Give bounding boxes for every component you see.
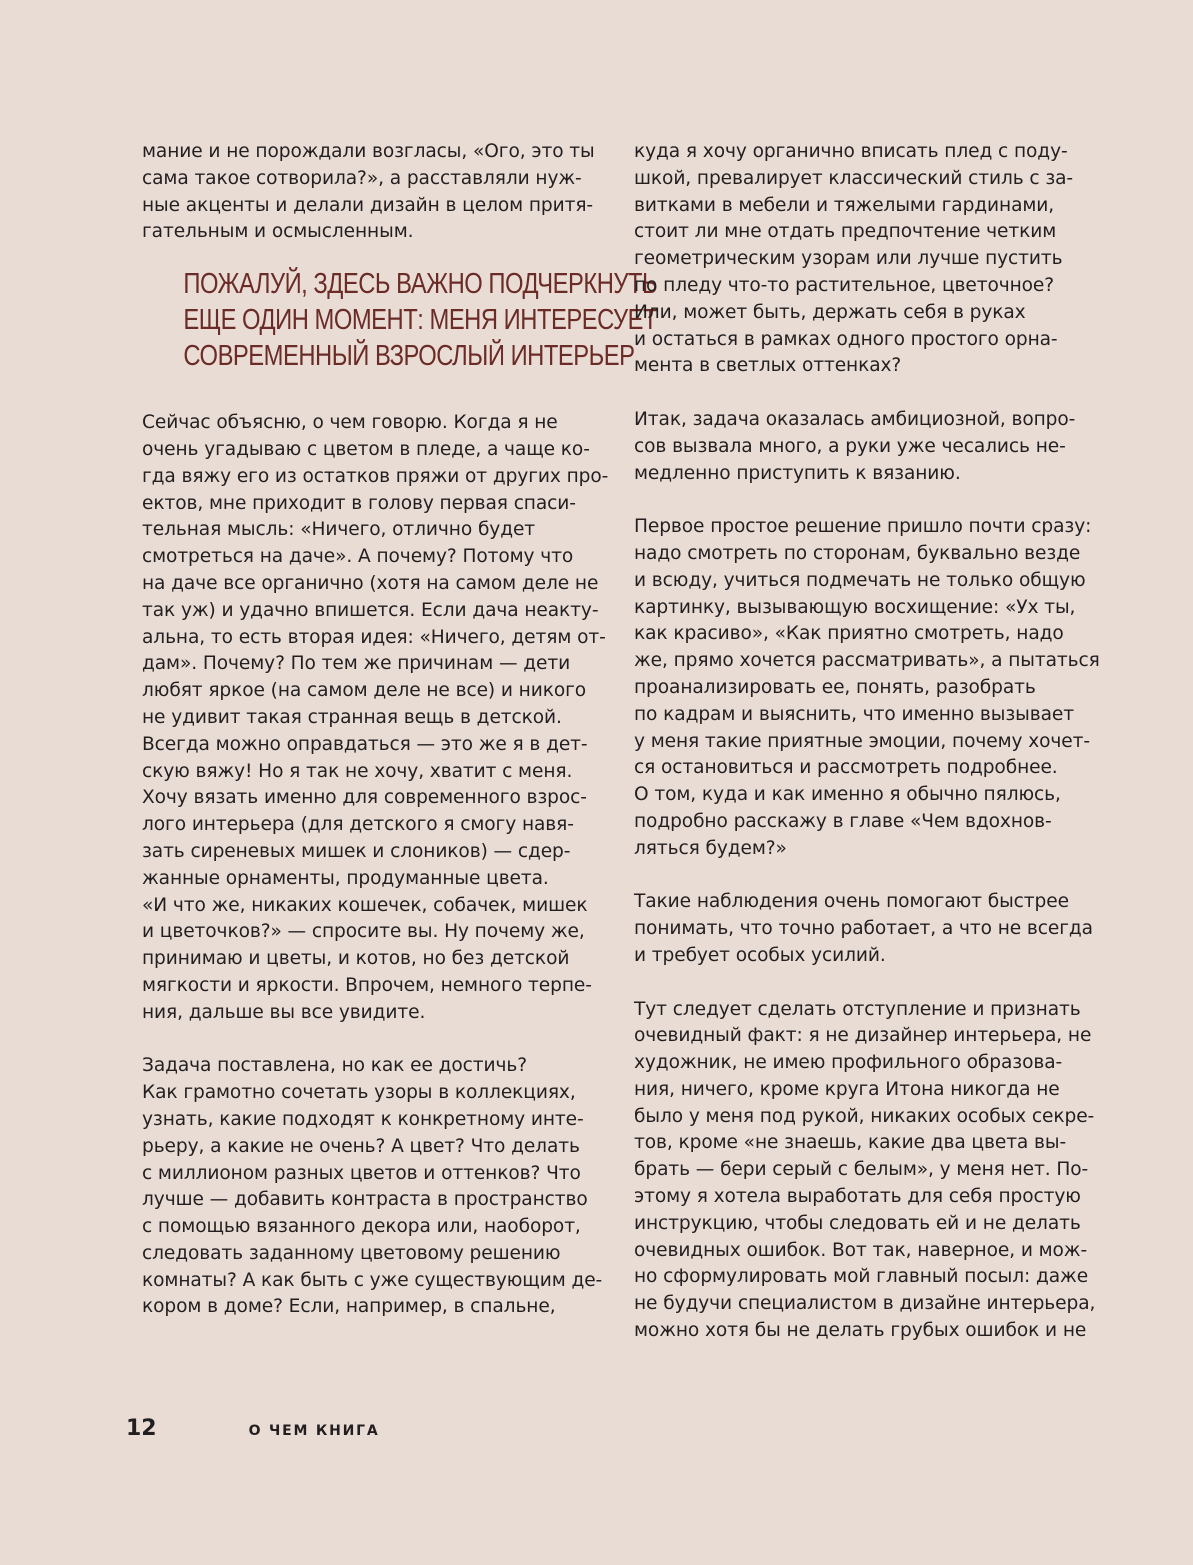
text-line: лого интерьера (для детского я смогу навя- [142, 814, 574, 836]
text-line: и всюду, учиться подмечать не только общую [634, 569, 1086, 591]
text-line: сов вызвала много, а руки уже чесались не- [634, 435, 1066, 457]
text-line: узнать, какие подходят к конкретному инте- [142, 1108, 584, 1130]
text-line: комнаты? А как быть с уже существующим де- [142, 1269, 603, 1291]
paragraph-gap [634, 487, 1104, 514]
page-number: 12 [126, 1416, 157, 1441]
text-line: «И что же, никаких кошечек, собачек, мишек [142, 894, 588, 916]
text-line: с миллионом разных цветов и оттенков? Что [142, 1162, 581, 1184]
text-line: ектов, мне приходит в голову первая спаси- [142, 492, 576, 514]
text-line: дам». Почему? По тем же причинам — дети [142, 653, 571, 675]
text-line: медленно приступить к вязанию. [634, 462, 961, 484]
text-line: и цветочков?» — спросите вы. Ну почему же, [142, 921, 585, 943]
text-line: Всегда можно оправдаться — это же я в дет- [142, 733, 588, 755]
paragraph [634, 139, 1104, 380]
text-line: Задача поставлена, но как ее достичь? [142, 1055, 527, 1077]
text-line: мание и не порождали возгласы, «Ого, это ты [142, 141, 595, 162]
paragraph [142, 1053, 602, 1321]
paragraph [142, 410, 609, 1026]
text-line: Хочу вязать именно для современного взрос- [142, 787, 587, 809]
text-line: очевидный факт: я не дизайнер интерьера, не [634, 1025, 1092, 1047]
text-line: Как грамотно сочетать узоры в коллекциях, [142, 1082, 576, 1104]
text-line: по пледу что-то растительное, цветочное? [634, 274, 1055, 296]
headline-line: ПОЖАЛУЙ, ЗДЕСЬ ВАЖНО ПОДЧЕРКНУТЬ [183, 268, 658, 301]
text-line: было у меня под рукой, никаких особых секре- [634, 1105, 1095, 1127]
text-line: и требует особых усилий. [634, 944, 886, 966]
left-column [142, 139, 658, 1321]
text-line: О том, куда и как именно я обычно пялюсь, [634, 784, 1061, 806]
text-line: Первое простое решение пришло почти сразу: [634, 516, 1092, 538]
headline-line: СОВРЕМЕННЫЙ ВЗРОСЛЫЙ ИНТЕРЬЕР [183, 340, 635, 373]
text-line: смотреться на даче». А почему? Потому что [142, 546, 574, 568]
text-line: надо смотреть по сторонам, буквально везде [634, 542, 1081, 564]
text-line: Сейчас объясню, о чем говорю. Когда я не [142, 412, 558, 434]
text-line: Итак, задача оказалась амбициозной, вопро- [634, 408, 1076, 430]
paragraph [634, 407, 1104, 487]
text-line: зать сиреневых мишек и слоников) — сдер- [142, 840, 571, 862]
paragraph [634, 997, 1104, 1345]
headline-line: ЕЩЕ ОДИН МОМЕНТ: МЕНЯ ИНТЕРЕСУЕТ [183, 304, 658, 337]
paragraph [142, 139, 602, 246]
text-line: ния, дальше вы все увидите. [142, 1001, 426, 1023]
text-line: на даче все органично (хотя на самом деле не [142, 572, 599, 594]
text-line: тельная мысль: «Ничего, отлично будет [142, 519, 536, 541]
text-line: брать — бери серый с белым», у меня нет. По- [634, 1159, 1089, 1181]
text-line: проанализировать ее, понять, разобрать [634, 676, 1036, 698]
text-line: стоит ли мне отдать предпочтение четким [634, 221, 1057, 243]
text-line: гательным и осмысленным. [142, 221, 414, 243]
running-head: О ЧЕМ КНИГА [248, 1423, 380, 1439]
text-line: Такие наблюдения очень помогают быстрее [634, 891, 1069, 913]
text-line: можно хотя бы не делать грубых ошибок и не [634, 1320, 1087, 1342]
text-line: скую вяжу! Но я так не хочу, хватит с меня. [142, 760, 573, 782]
text-line: Тут следует сделать отступление и признать [634, 998, 1081, 1020]
text-line: мягкости и яркости. Впрочем, немного терпе- [142, 974, 592, 996]
text-line: ния, ничего, кроме круга Итона никогда не [634, 1078, 1060, 1100]
text-line: куда я хочу органично вписать плед с поду- [634, 141, 1068, 162]
text-line: рьеру, а какие не очень? А цвет? Что делать [142, 1135, 580, 1157]
paragraph-gap [142, 1027, 602, 1054]
paragraph [634, 889, 1104, 969]
text-line: мента в светлых оттенках? [634, 355, 902, 377]
text-line: любят яркое (на самом деле не все) и никого [142, 680, 587, 702]
text-line: геометрическим узорам или лучше пустить [634, 248, 1063, 270]
paragraph-gap [634, 380, 1104, 407]
text-line: шкой, превалирует классический стиль с за- [634, 167, 1074, 189]
text-line: альна, то есть вторая идея: «Ничего, детям от- [142, 626, 606, 648]
text-line: очевидных ошибок. Вот так, наверное, и мож- [634, 1239, 1088, 1261]
text-line: принимаю и цветы, и котов, но без детской [142, 948, 570, 970]
text-line: ся остановиться и рассмотреть подробнее. [634, 757, 1058, 779]
text-line: ляться будем?» [634, 837, 787, 859]
text-line: этому я хотела выработать для себя простую [634, 1186, 1081, 1208]
text-line: по кадрам и выяснить, что именно вызывает [634, 703, 1074, 725]
text-line: художник, не имею профильного образова- [634, 1052, 1063, 1074]
text-line: не удивит такая странная вещь в детской. [142, 706, 562, 728]
paragraph [634, 514, 1104, 862]
text-line: ные акценты и делали дизайн в целом притя- [142, 194, 594, 216]
text-line: гда вяжу его из остатков пряжи от других про- [142, 465, 609, 487]
text-line: инструкцию, чтобы следовать ей и не делать [634, 1212, 1081, 1234]
text-line: так уж) и удачно впишется. Если дача неакту- [142, 599, 599, 621]
text-line: жанные орнаменты, продуманные цвета. [142, 867, 549, 889]
text-line: очень угадываю с цветом в пледе, а чаще ко- [142, 438, 590, 460]
page-footer [126, 1416, 380, 1441]
text-line: тов, кроме «не знаешь, какие два цвета вы- [634, 1132, 1067, 1154]
paragraph-gap [634, 863, 1104, 890]
paragraph-gap [634, 970, 1104, 997]
text-line: сама такое сотворила?», а расставляли нуж- [142, 167, 582, 189]
text-line: картинку, вызывающую восхищение: «Ух ты, [634, 596, 1076, 618]
text-line: лучше — добавить контраста в пространство [142, 1189, 588, 1211]
text-line: же, прямо хочется рассматривать», а пытаться [634, 650, 1100, 672]
text-line: но сформулировать мой главный посыл: даже [634, 1266, 1089, 1288]
text-line: Или, может быть, держать себя в руках [634, 301, 1026, 323]
text-line: понимать, что точно работает, а что не всегда [634, 918, 1093, 940]
text-line: кором в доме? Если, например, в спальне, [142, 1296, 556, 1318]
section-headline [183, 266, 658, 374]
text-line: следовать заданному цветовому решению [142, 1242, 561, 1264]
text-line: с помощью вязанного декора или, наоборот, [142, 1216, 581, 1238]
text-line: как красиво», «Как приятно смотреть, надо [634, 623, 1064, 645]
text-line: не будучи специалистом в дизайне интерьера, [634, 1293, 1096, 1315]
text-line: и остаться в рамках одного простого орна- [634, 328, 1058, 350]
text-line: подробно расскажу в главе «Чем вдохнов- [634, 810, 1052, 832]
text-line: у меня такие приятные эмоции, почему хочет- [634, 730, 1090, 752]
text-line: витками в мебели и тяжелыми гардинами, [634, 194, 1055, 216]
right-column [634, 139, 1104, 1345]
